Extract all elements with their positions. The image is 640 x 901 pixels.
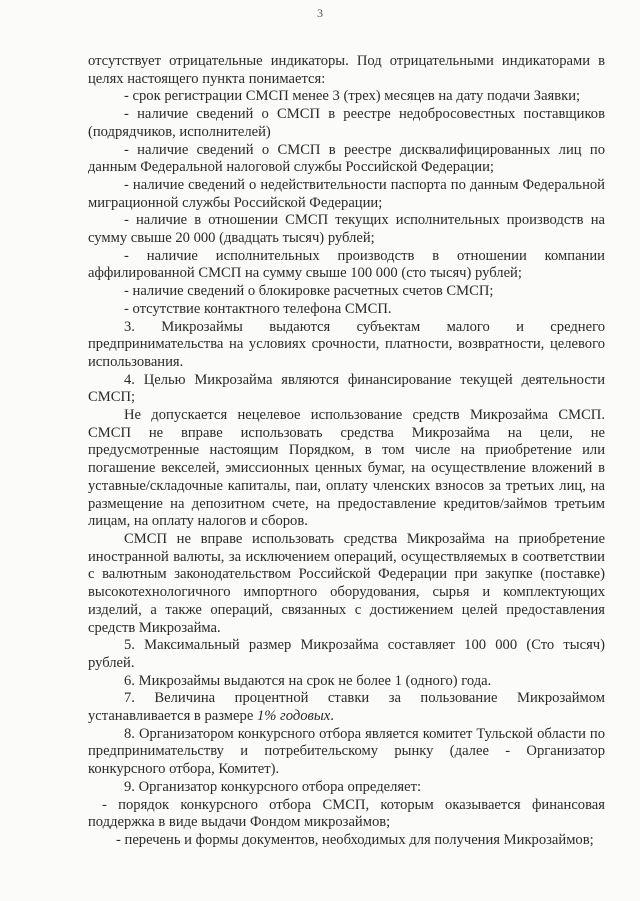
paragraph-7 — [88, 690, 605, 725]
document-body — [88, 53, 605, 850]
list-item-enforcement-proceedings: - наличие в отношении СМСП текущих исполнительных производств на сумму свыше 20 000 (двадцать тысяч) рублей; — [88, 212, 605, 247]
paragraph-4: 4. Целью Микрозайма являются финансирование текущей деятельности СМСП; — [88, 371, 605, 406]
paragraph-intro-continuation: отсутствует отрицательные индикаторы. Под отрицательными индикаторами в целях настоящего пункта понимается: — [88, 53, 605, 87]
paragraph-5: 5. Максимальный размер Микрозайма составляет 100 000 (Сто тысяч) рублей. — [88, 637, 605, 671]
paragraph-currency: СМСП не вправе использовать средства Микрозайма на приобретение иностранной валюты, за исключением операций, осуществляемых в соответствии с валютным законодательством Российской Федерации при закупке (поставке) высокотехнологичного импортного оборудования, сырья и комплектующих изделий, а также операций, связанных с достижением целей предоставления средств Микрозайма. — [88, 530, 605, 636]
list-item-registration-term: - срок регистрации СМСП менее 3 (трех) месяцев на дату подачи Заявки; — [124, 88, 581, 105]
list-item-disqualified-persons: - наличие сведений о СМСП в реестре дисквалифицированных лиц по данным Федеральной налоговой службы Российской Федерации; — [88, 141, 605, 176]
page-number: 3 — [317, 6, 323, 20]
list-item-affiliated-proceedings: - наличие исполнительных производств в отношении компании аффилированной СМСП на сумму свыше 100 000 (сто тысяч) рублей; — [88, 247, 605, 282]
list-item-invalid-passport: - наличие сведений о недействительности паспорта по данным Федеральной миграционной службы Российской Федерации; — [88, 176, 605, 211]
list-item-blocked-accounts: - наличие сведений о блокировке расчетных счетов СМСП; — [124, 283, 494, 300]
paragraph-9: 9. Организатор конкурсного отбора определяет: — [124, 778, 422, 795]
paragraph-3: 3. Микрозаймы выдаются субъектам малого и среднего предпринимательства на условиях срочности, платности, возвратности, целевого использования. — [88, 318, 605, 370]
list-item-documents: - перечень и формы документов, необходимых для получения Микрозаймов; — [116, 831, 594, 848]
paragraph-6: 6. Микрозаймы выдаются на срок не более 1 (одного) года. — [124, 672, 492, 689]
list-item-unfair-suppliers: - наличие сведений о СМСП в реестре недобросовестных поставщиков (подрядчиков, исполнителей) — [88, 106, 605, 140]
paragraph-7-tail: . — [330, 708, 334, 725]
interest-rate: 1% годовых — [256, 708, 331, 725]
paragraph-misuse: Не допускается нецелевое использование средств Микрозайма СМСП. СМСП не вправе использовать средства Микрозайма на цели, не предусмотренные настоящим Порядком, в том числе на приобретение или погашение векселей, эмиссионных ценных бумаг, на осуществление вложений в уставные/складочные капиталы, паи, оплату членских взносов за третьих лиц, на размещение на депозитном счете, на предоставление кредитов/займов третьим лицам, на оплату налогов и сборов. — [88, 407, 605, 530]
list-item-selection-procedure: - порядок конкурсного отбора СМСП, которым оказывается финансовая поддержка в виде выдачи Фондом микрозаймов; — [88, 796, 605, 831]
list-item-no-phone: - отсутствие контактного телефона СМСП. — [124, 300, 392, 317]
paragraph-8: 8. Организатором конкурсного отбора является комитет Тульской области по предпринимательству и потребительскому рынку (далее - Организатор конкурсного отбора, Комитет). — [88, 725, 605, 778]
paragraph-7-lead: 7. Величина процентной ставки за пользование Микрозаймом устанавливается в размере — [88, 690, 605, 725]
